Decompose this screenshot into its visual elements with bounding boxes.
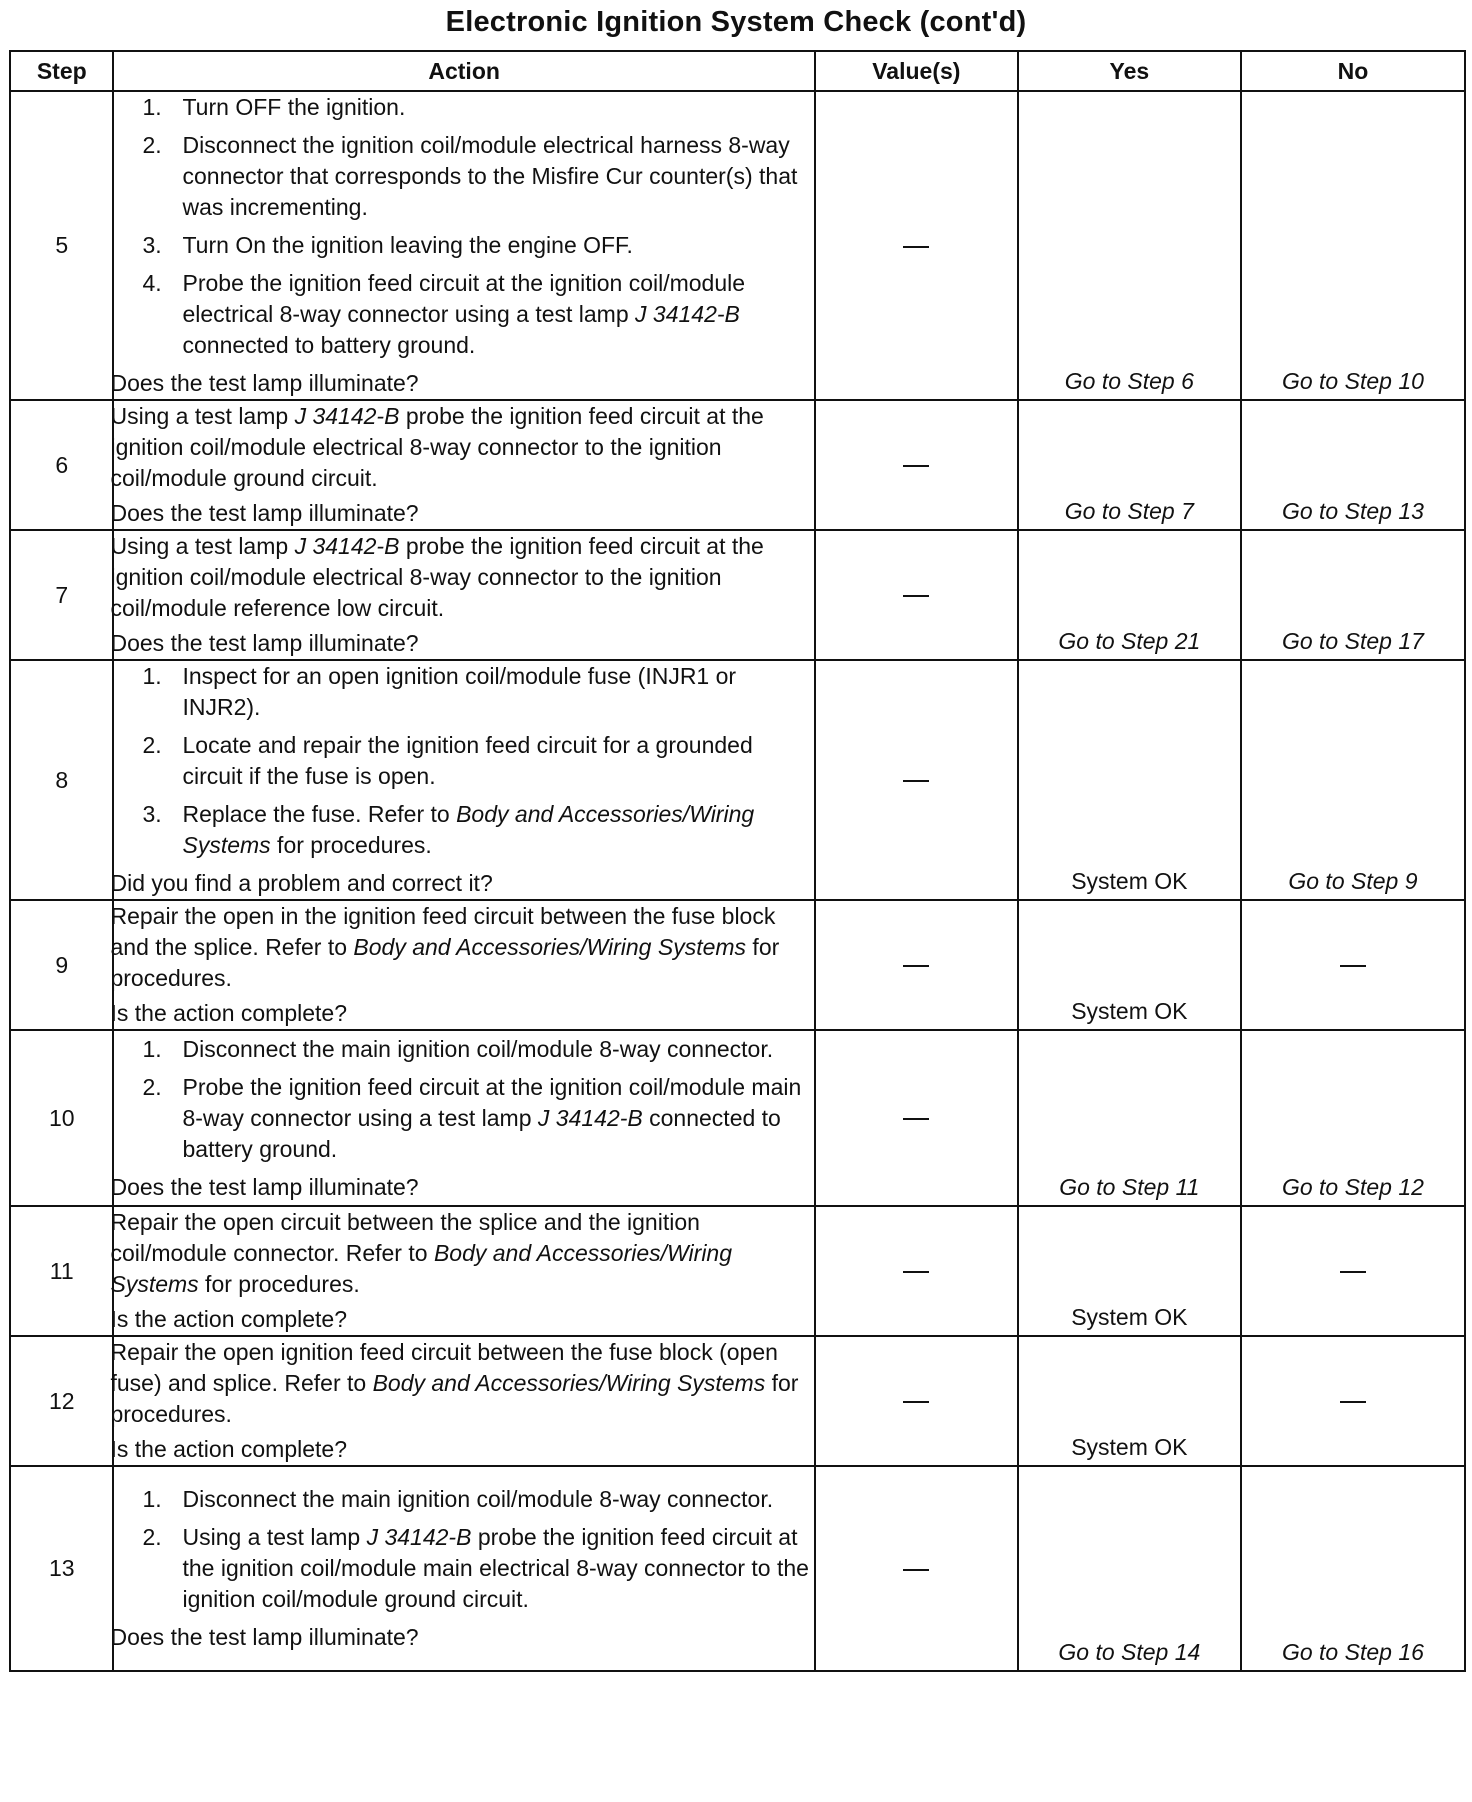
step-number: 13 [10,1466,113,1671]
action-text: Probe the ignition feed circuit at the ignition coil/module electrical 8-way connector using a test lamp [182,270,746,327]
item-number: 1. [142,663,162,689]
action-text: Using a test lamp [182,1524,367,1550]
table-row [10,1206,1465,1336]
result-text: System OK [1071,1304,1188,1330]
action-text: for procedures. [198,1271,360,1297]
header-yes: Yes [1018,51,1241,91]
action-list-item [114,730,813,792]
header-step: Step [10,51,113,91]
step-number: 8 [10,660,113,900]
yes-cell [1018,1030,1241,1206]
action-text: Turn OFF the ignition. [182,94,406,120]
step-number: 11 [10,1206,113,1336]
no-cell [1241,660,1465,900]
reference-text: J 34142-B [294,403,400,429]
dash-mark [903,780,929,782]
action-text: Disconnect the ignition coil/module electrical harness 8-way connector that corresponds to the Misfire Cur counter(s) that was incrementing. [182,132,798,220]
step-number: 10 [10,1030,113,1206]
action-list-item [114,661,813,723]
action-cell [110,530,814,660]
table-row [10,900,1465,1030]
action-list-item [114,1072,813,1165]
go-to-step-link: Go to Step 10 [1281,368,1424,394]
action-paragraph [110,901,813,994]
reference-text: Body and Accessories/Wiring Systems [353,934,747,960]
action-paragraph [110,1207,813,1300]
action-cell [110,660,814,900]
dash-mark [903,246,929,248]
action-text: Probe the ignition feed circuit at the ignition coil/module main 8-way connector using a test lamp [182,1073,802,1131]
action-text: connected to battery ground. [182,332,476,358]
action-list-item [114,1484,813,1515]
item-number: 2. [142,1073,162,1100]
table-row [10,91,1465,400]
reference-text: J 34142-B [635,301,740,327]
action-question: Is the action complete? [110,1000,348,1026]
action-question: Is the action complete? [110,1436,348,1462]
action-cell [110,91,814,400]
reference-text: Body and Accessories/Wiring Systems [110,1240,733,1297]
action-question: Does the test lamp illuminate? [110,370,419,396]
action-text: Inspect for an open ignition coil/module fuse (INJR1 or INJR2). [182,663,737,720]
result-text: System OK [1071,998,1188,1024]
go-to-step-link: Go to Step 14 [1058,1639,1201,1665]
step-number: 5 [10,91,113,400]
action-cell [110,1030,814,1206]
diagnostic-table [9,50,1466,1672]
no-cell [1241,530,1465,660]
dash-mark [903,1569,929,1571]
go-to-step-link: Go to Step 16 [1281,1639,1424,1665]
step-number: 7 [10,530,113,660]
action-list-item [114,799,813,861]
action-text: for procedures. [110,1370,799,1427]
action-text: for procedures. [110,934,780,991]
dash-mark [903,465,929,467]
header-action: Action [113,51,814,91]
go-to-step-link: Go to Step 6 [1064,368,1194,394]
action-list-item [114,92,813,123]
value-cell [815,1030,1018,1206]
action-cell [110,900,814,1030]
action-cell [110,1336,814,1466]
value-cell [815,1466,1018,1671]
table-row [10,1336,1465,1466]
item-number: 1. [142,1035,162,1062]
table-body [10,91,1465,1671]
dash-mark [1340,1401,1366,1403]
yes-cell [1018,660,1241,900]
item-number: 2. [142,1524,162,1550]
action-question: Does the test lamp illuminate? [110,630,419,656]
action-text: Repair the open circuit between the splice and the ignition coil/module connector. Refer to [110,1209,700,1266]
yes-cell [1018,900,1241,1030]
reference-text: J 34142-B [537,1104,643,1131]
action-text: probe the ignition feed circuit at the ignition coil/module electrical 8-way connector to the ignition coil/module ground circuit. [110,403,764,491]
action-paragraph [110,531,813,624]
no-cell [1241,1466,1465,1671]
value-cell [815,1336,1018,1466]
action-question: Does the test lamp illuminate? [110,1173,419,1200]
no-cell [1241,1206,1465,1336]
item-number: 1. [142,94,162,120]
result-text: System OK [1071,1434,1188,1460]
yes-cell [1018,1336,1241,1466]
result-text: System OK [1071,868,1188,894]
item-number: 2. [142,132,162,158]
dash-mark [903,595,929,597]
header-no: No [1241,51,1465,91]
item-number: 3. [142,232,162,258]
step-number: 12 [10,1336,113,1466]
item-number: 1. [142,1486,162,1512]
action-text: Disconnect the main ignition coil/module 8-way connector. [182,1035,774,1062]
action-text: for procedures. [270,832,432,858]
action-question: Did you find a problem and correct it? [110,870,493,896]
action-question: Is the action complete? [110,1306,348,1332]
yes-cell [1018,530,1241,660]
dash-mark [903,1271,929,1273]
reference-text: J 34142-B [294,533,400,559]
reference-text: J 34142-B [366,1524,472,1550]
action-list-item [114,1034,813,1065]
go-to-step-link: Go to Step 21 [1058,628,1201,654]
dash-mark [903,965,929,967]
go-to-step-link: Go to Step 9 [1288,868,1418,894]
go-to-step-link: Go to Step 12 [1281,1174,1424,1200]
value-cell [815,91,1018,400]
page-title: Electronic Ignition System Check (cont'd) [445,6,1027,38]
action-text: Using a test lamp [110,533,295,559]
action-text: Turn On the ignition leaving the engine OFF. [182,232,633,258]
go-to-step-link: Go to Step 11 [1059,1174,1200,1200]
yes-cell [1018,91,1241,400]
action-cell [110,1206,814,1336]
table-row [10,530,1465,660]
table-row [10,1466,1465,1671]
value-cell [815,1206,1018,1336]
yes-cell [1018,1466,1241,1671]
dash-mark [903,1401,929,1403]
value-cell [815,900,1018,1030]
header-row [10,51,1465,91]
no-cell [1241,400,1465,530]
yes-cell [1018,400,1241,530]
header-value: Value(s) [815,51,1018,91]
no-cell [1241,1030,1465,1206]
no-cell [1241,900,1465,1030]
action-cell [110,1466,814,1671]
item-number: 3. [142,801,162,827]
dash-mark [1340,1271,1366,1273]
go-to-step-link: Go to Step 13 [1281,498,1424,524]
table-row [10,1030,1465,1206]
action-paragraph [110,1337,813,1430]
action-paragraph [110,401,813,494]
action-question: Does the test lamp illuminate? [110,1624,419,1650]
value-cell [815,530,1018,660]
no-cell [1241,1336,1465,1466]
item-number: 2. [142,732,162,758]
action-text: Replace the fuse. Refer to [182,801,457,827]
action-text: Repair the open in the ignition feed circuit between the fuse block and the splice. Refer to [110,903,776,960]
yes-cell [1018,1206,1241,1336]
go-to-step-link: Go to Step 7 [1064,498,1194,524]
dash-mark [1340,965,1366,967]
action-text: Repair the open ignition feed circuit between the fuse block (open fuse) and splice. Refer to [110,1339,778,1396]
go-to-step-link: Go to Step 17 [1281,628,1424,654]
action-text: connected to battery ground. [182,1104,781,1162]
action-list-item [114,230,813,261]
reference-text: Body and Accessories/Wiring Systems [372,1370,766,1396]
action-list-item [114,130,813,223]
action-list-item [114,268,813,361]
no-cell [1241,91,1465,400]
action-cell [110,400,814,530]
action-question: Does the test lamp illuminate? [110,500,419,526]
action-list-item [114,1522,813,1615]
step-number: 6 [10,400,113,530]
action-text: Locate and repair the ignition feed circuit for a grounded circuit if the fuse is open. [182,732,753,789]
value-cell [815,400,1018,530]
action-text: Disconnect the main ignition coil/module 8-way connector. [182,1486,774,1512]
dash-mark [903,1118,929,1120]
value-cell [815,660,1018,900]
table-row [10,400,1465,530]
action-text: probe the ignition feed circuit at the ignition coil/module main electrical 8-way connector to the ignition coil/module ground circuit. [182,1524,809,1612]
item-number: 4. [142,270,162,296]
action-text: Using a test lamp [110,403,295,429]
action-text: probe the ignition feed circuit at the ignition coil/module electrical 8-way connector to the ignition coil/module reference low circuit. [110,533,764,621]
reference-text: Body and Accessories/Wiring Systems [182,801,755,858]
step-number: 9 [10,900,113,1030]
table-row [10,660,1465,900]
